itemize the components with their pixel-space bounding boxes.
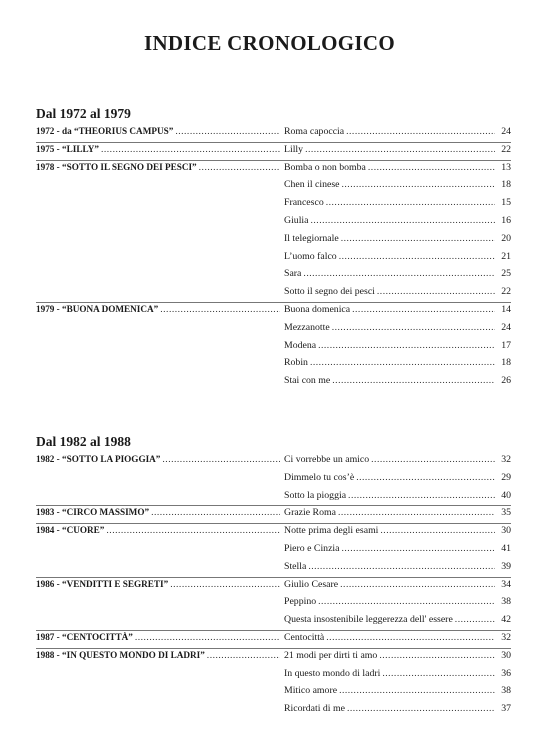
page-number: 32: [501, 454, 511, 465]
page-number: 30: [501, 649, 511, 661]
song-entry: [284, 179, 511, 190]
page-number: 15: [501, 197, 511, 209]
song-entry: [284, 668, 511, 679]
song-title: Giulio Cesare: [284, 578, 339, 590]
dot-leader: [347, 703, 495, 714]
table-row: [36, 703, 511, 721]
table-row: [36, 375, 511, 393]
song-entry: [284, 632, 511, 643]
table-row: [36, 507, 511, 525]
song-entry: [284, 703, 511, 714]
page-number: 32: [501, 631, 511, 643]
dot-leader: [377, 286, 495, 297]
table-row: [36, 286, 511, 304]
table-row: [36, 304, 511, 322]
table-row: [36, 144, 511, 162]
table-row: [36, 162, 511, 180]
song-title: Francesco: [284, 197, 324, 209]
page-number: 35: [501, 507, 511, 519]
dot-leader: [207, 650, 280, 661]
song-title: Stai con me: [284, 375, 331, 387]
song-title: Chen il cinese: [284, 179, 340, 191]
song-title: Mitico amore: [284, 685, 338, 697]
page-title: INDICE CRONOLOGICO: [143, 31, 395, 55]
table-row: [36, 632, 511, 650]
album-label: 1987 - “CENTOCITTÀ”: [36, 631, 133, 642]
album-entry: [36, 454, 282, 465]
dot-leader: [326, 197, 495, 208]
divider-line: [36, 142, 511, 143]
table-row: [36, 233, 511, 251]
page-number: 38: [501, 685, 511, 697]
dot-leader: [308, 561, 495, 572]
table-row: [36, 579, 511, 597]
index-rows: [36, 454, 511, 721]
song-entry: [284, 144, 511, 155]
page-number: 13: [501, 161, 511, 173]
table-row: [36, 197, 511, 215]
table-row: [36, 126, 511, 144]
table-row: [36, 525, 511, 543]
song-title: Mezzanotte: [284, 321, 330, 333]
song-title: In questo mondo di ladri: [284, 667, 381, 679]
dot-leader: [338, 507, 495, 518]
album-label: 1986 - “VENDITTI E SEGRETI”: [36, 578, 169, 589]
dot-leader: [162, 454, 280, 465]
song-title: Buona domenica: [284, 303, 351, 315]
song-entry: [284, 490, 511, 501]
page-number: 40: [501, 489, 511, 501]
dot-leader: [348, 490, 495, 501]
page-number: 16: [501, 214, 511, 226]
song-entry: [284, 472, 511, 483]
song-entry: [284, 215, 511, 226]
song-title: Ci vorrebbe un amico: [284, 454, 370, 465]
song-entry: [284, 126, 511, 137]
table-row: [36, 490, 511, 508]
page-number: 17: [501, 339, 511, 351]
dot-leader: [318, 596, 495, 607]
song-entry: [284, 162, 511, 173]
dot-leader: [379, 650, 495, 661]
dot-leader: [151, 507, 280, 518]
dot-leader: [332, 322, 495, 333]
dot-leader: [170, 579, 280, 590]
song-entry: [284, 596, 511, 607]
album-label: 1988 - “IN QUESTO MONDO DI LADRI”: [36, 649, 205, 660]
table-row: [36, 668, 511, 686]
dot-leader: [455, 614, 495, 625]
dot-leader: [339, 685, 495, 696]
song-title: Ricordati di me: [284, 703, 345, 715]
dot-leader: [380, 525, 495, 536]
page-number: 37: [501, 703, 511, 715]
album-label: 1979 - “BUONA DOMENICA”: [36, 303, 159, 314]
dot-leader: [175, 126, 280, 137]
song-title: L’uomo falco: [284, 250, 337, 262]
song-title: Centocittà: [284, 631, 325, 643]
song-entry: [284, 614, 511, 625]
album-entry: [36, 304, 282, 315]
table-row: [36, 357, 511, 375]
dot-leader: [160, 304, 280, 315]
page-number: 36: [501, 667, 511, 679]
table-row: [36, 215, 511, 233]
table-row: [36, 685, 511, 703]
album-label: 1984 - “CUORE”: [36, 525, 105, 536]
page-number: 18: [501, 357, 511, 369]
index-rows: [36, 126, 511, 393]
song-entry: [284, 375, 511, 386]
song-entry: [284, 286, 511, 297]
album-entry: [36, 162, 282, 173]
table-row: [36, 472, 511, 490]
dot-leader: [342, 179, 496, 190]
dot-leader: [303, 268, 495, 279]
section-1982-1988: [36, 434, 511, 721]
divider-line: [36, 302, 511, 303]
dot-leader: [346, 126, 495, 137]
song-title: Notte prima degli esami: [284, 525, 379, 537]
song-title: Questa insostenibile leggerezza dell' essere: [284, 614, 453, 626]
song-title: Sotto il segno dei pesci: [284, 286, 375, 298]
page-number: 22: [501, 143, 511, 155]
song-title: Grazie Roma: [284, 507, 336, 519]
song-title: Sara: [284, 268, 302, 280]
dot-leader: [199, 162, 280, 173]
album-entry: [36, 650, 282, 661]
song-title: 21 modi per dirti ti amo: [284, 649, 378, 661]
album-entry: [36, 507, 282, 518]
divider-line: [36, 160, 511, 161]
section-1972-1979: [36, 106, 511, 393]
song-title: Sotto la pioggia: [284, 489, 347, 501]
dot-leader: [106, 525, 280, 536]
dot-leader: [311, 215, 496, 226]
table-row: [36, 268, 511, 286]
album-entry: [36, 126, 282, 137]
table-row: [36, 251, 511, 269]
song-entry: [284, 233, 511, 244]
dot-leader: [342, 543, 496, 554]
song-title: Bomba o non bomba: [284, 161, 366, 173]
divider-line: [36, 577, 511, 578]
song-entry: [284, 304, 511, 315]
dot-leader: [382, 668, 495, 679]
song-entry: [284, 650, 511, 661]
dot-leader: [135, 632, 280, 643]
table-row: [36, 179, 511, 197]
song-entry: [284, 197, 511, 208]
table-row: [36, 561, 511, 579]
dot-leader: [368, 162, 495, 173]
page-number: 34: [501, 578, 511, 590]
page-number: 29: [501, 471, 511, 483]
page-number: 39: [501, 560, 511, 572]
page-number: 26: [501, 375, 511, 387]
song-title: Lilly: [284, 143, 304, 155]
page-number: 18: [501, 179, 511, 191]
table-row: [36, 543, 511, 561]
table-row: [36, 322, 511, 340]
dot-leader: [305, 144, 495, 155]
album-entry: [36, 579, 282, 590]
song-title: Roma capoccia: [284, 126, 345, 137]
table-row: [36, 614, 511, 632]
section-heading: Dal 1972 al 1979: [36, 106, 131, 121]
page-number: 20: [501, 232, 511, 244]
song-entry: [284, 454, 511, 465]
song-title: Piero e Cinzia: [284, 542, 340, 554]
dot-leader: [332, 375, 495, 386]
song-entry: [284, 322, 511, 333]
page-number: 42: [501, 614, 511, 626]
table-row: [36, 650, 511, 668]
table-row: [36, 340, 511, 358]
song-title: Il telegiornale: [284, 232, 339, 244]
divider-line: [36, 505, 511, 506]
song-entry: [284, 561, 511, 572]
song-entry: [284, 268, 511, 279]
album-entry: [36, 525, 282, 536]
song-title: Stella: [284, 560, 307, 572]
song-entry: [284, 543, 511, 554]
dot-leader: [356, 472, 495, 483]
song-title: Modena: [284, 339, 317, 351]
dot-leader: [326, 632, 495, 643]
page-number: 24: [501, 321, 511, 333]
song-title: Giulia: [284, 214, 309, 226]
song-entry: [284, 507, 511, 518]
dot-leader: [339, 251, 495, 262]
album-label: 1983 - “CIRCO MASSIMO”: [36, 507, 150, 518]
song-entry: [284, 525, 511, 536]
song-title: Dimmelo tu cos’è: [284, 471, 355, 483]
song-entry: [284, 579, 511, 590]
page-number: 30: [501, 525, 511, 537]
album-label: 1978 - “SOTTO IL SEGNO DEI PESCI”: [36, 161, 197, 172]
divider-line: [36, 648, 511, 649]
song-title: Robin: [284, 357, 308, 369]
divider-line: [36, 523, 511, 524]
page-number: 22: [501, 286, 511, 298]
table-row: [36, 596, 511, 614]
dot-leader: [352, 304, 495, 315]
album-label: 1975 - “LILLY”: [36, 143, 99, 154]
dot-leader: [340, 579, 495, 590]
dot-leader: [310, 357, 495, 368]
page-number: 41: [501, 542, 511, 554]
album-entry: [36, 632, 282, 643]
dot-leader: [318, 340, 495, 351]
song-entry: [284, 357, 511, 368]
divider-line: [36, 630, 511, 631]
dot-leader: [341, 233, 495, 244]
album-label: 1982 - “SOTTO LA PIOGGIA”: [36, 454, 161, 464]
page-number: 25: [501, 268, 511, 280]
song-entry: [284, 340, 511, 351]
song-entry: [284, 685, 511, 696]
page-number: 24: [501, 126, 511, 137]
album-label: 1972 - da “THEORIUS CAMPUS”: [36, 126, 174, 136]
song-entry: [284, 251, 511, 262]
page-number: 21: [501, 250, 511, 262]
page-number: 14: [501, 303, 511, 315]
table-row: [36, 454, 511, 472]
section-heading: Dal 1982 al 1988: [36, 434, 131, 449]
dot-leader: [371, 454, 495, 465]
page-number: 38: [501, 596, 511, 608]
album-entry: [36, 144, 282, 155]
song-title: Peppino: [284, 596, 317, 608]
dot-leader: [101, 144, 280, 155]
